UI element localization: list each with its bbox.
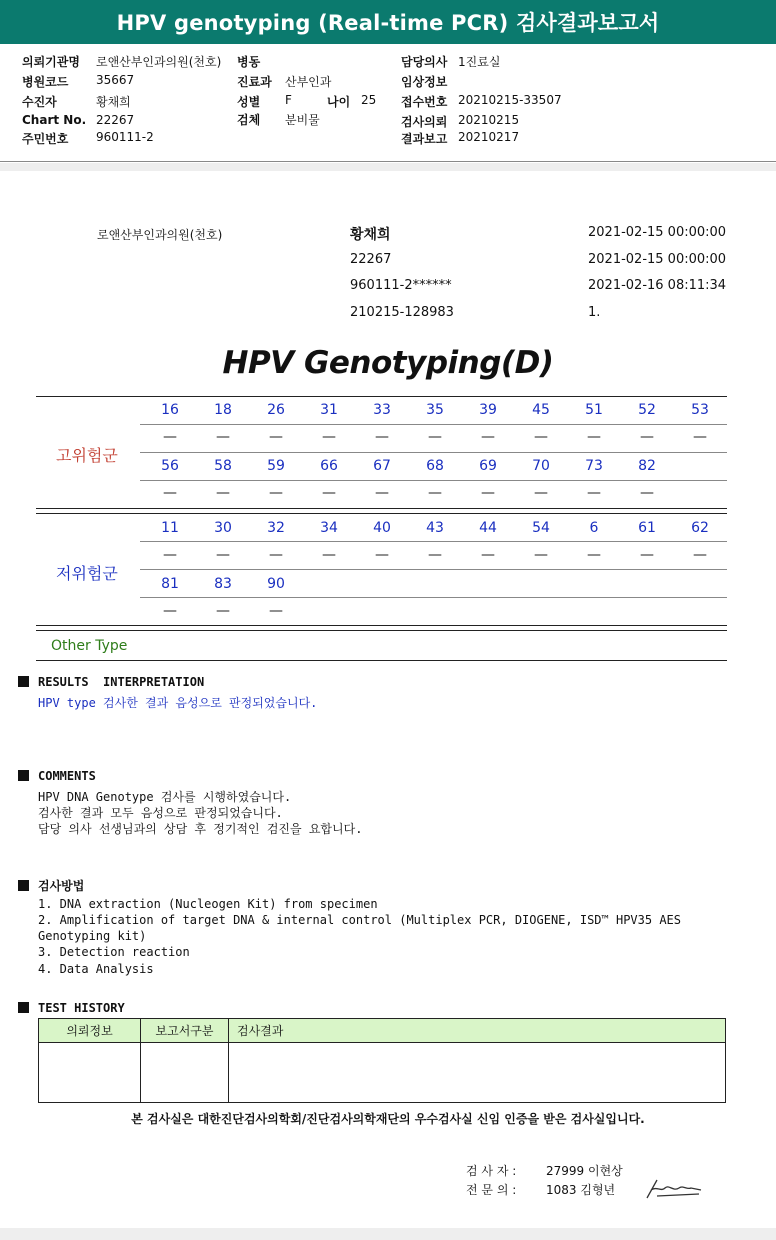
hpv-type-number: 58 (214, 458, 232, 474)
results-heading-text: RESULTS INTERPRETATION (38, 675, 205, 689)
bullet-square-icon (18, 880, 29, 891)
sub-page: 1. (588, 305, 601, 320)
info-value: 산부인과 (285, 75, 332, 89)
comments-heading-text: COMMENTS (38, 769, 96, 783)
hpv-type-result: — (163, 547, 177, 563)
page-bottom-bar (0, 1228, 776, 1240)
hpv-type-result: — (693, 429, 707, 445)
sub-accession: 210215-128983 (350, 305, 454, 320)
table-line (140, 541, 727, 542)
info-clinic (22, 53, 222, 70)
info-specimen (237, 111, 320, 128)
hpv-type-result: — (481, 547, 495, 563)
hpv-type-result: — (640, 547, 654, 563)
info-chart-no (22, 113, 135, 127)
info-request-date (401, 113, 520, 130)
sub-date: 2021-02-15 00:00:00 (588, 252, 727, 267)
handwritten-signature (643, 1176, 705, 1202)
hpv-type-result: — (428, 429, 442, 445)
table-line (36, 625, 727, 626)
signature-label: 전 문 의 : (466, 1183, 517, 1197)
info-report-date (401, 130, 520, 147)
table-line (36, 660, 727, 661)
sub-chart: 22267 (350, 252, 392, 267)
low-risk-label: 저위험군 (56, 564, 118, 583)
hpv-type-number: 34 (320, 520, 338, 536)
history-heading-text: TEST HISTORY (38, 1001, 125, 1015)
history-col-header: 보고서구분 (141, 1019, 229, 1043)
hpv-type-result: — (693, 547, 707, 563)
info-value: 20210215-33507 (458, 93, 562, 107)
hpv-type-number: 30 (214, 520, 232, 536)
report-title: HPV genotyping (Real-time PCR) 검사결과보고서 (0, 0, 776, 44)
info-value: 황채희 (96, 95, 131, 109)
hpv-type-result: — (587, 485, 601, 501)
table-line (36, 396, 727, 397)
hpv-type-result: — (375, 429, 389, 445)
hpv-type-number: 18 (214, 402, 232, 418)
hpv-type-result: — (216, 603, 230, 619)
info-value: 20210217 (458, 130, 520, 144)
hpv-type-number: 44 (479, 520, 497, 536)
hpv-type-result: — (587, 429, 601, 445)
info-label: Chart No. (22, 113, 87, 127)
info-value: F (285, 93, 292, 107)
hpv-type-number: 33 (373, 402, 391, 418)
hpv-type-number: 70 (532, 458, 550, 474)
table-line (140, 597, 727, 598)
table-line (140, 569, 727, 570)
table-line (140, 452, 727, 453)
hpv-title: HPV Genotyping(D) (222, 345, 554, 381)
bullet-square-icon (18, 770, 29, 781)
hpv-type-result: — (216, 429, 230, 445)
hpv-type-number: 67 (373, 458, 391, 474)
signature-value: 1083 김형년 (546, 1183, 616, 1197)
hpv-type-result: — (163, 603, 177, 619)
hpv-type-number: 16 (161, 402, 179, 418)
info-accession (401, 93, 562, 110)
sub-date: 2021-02-15 00:00:00 (588, 225, 727, 240)
info-label: 진료과 (237, 75, 272, 89)
sub-ssn: 960111-2****** (350, 278, 452, 293)
history-col-header: 검사결과 (229, 1019, 726, 1043)
comment-line: HPV DNA Genotype 검사를 시행하였습니다. (38, 790, 292, 804)
comments-heading (18, 769, 96, 783)
info-label: 병원코드 (22, 75, 69, 89)
method-heading (18, 877, 84, 894)
signature-value: 27999 이현상 (546, 1164, 623, 1178)
hpv-type-number: 81 (161, 576, 179, 592)
hpv-type-result: — (428, 547, 442, 563)
results-heading (18, 675, 204, 689)
info-doctor (401, 53, 501, 70)
history-cell (229, 1043, 726, 1103)
comment-line: 검사한 결과 모두 음성으로 판정되었습니다. (38, 806, 283, 820)
hpv-type-number: 26 (267, 402, 285, 418)
hpv-type-number: 39 (479, 402, 497, 418)
test-history-table (38, 1018, 726, 1103)
bullet-square-icon (18, 676, 29, 687)
hpv-type-number: 90 (267, 576, 285, 592)
info-department (237, 73, 332, 90)
section-separator (0, 163, 776, 171)
info-label: 접수번호 (401, 95, 448, 109)
info-label: 주민번호 (22, 132, 69, 146)
hpv-type-result: — (481, 485, 495, 501)
hpv-type-result: — (375, 547, 389, 563)
hpv-type-number: 83 (214, 576, 232, 592)
method-line: 2. Amplification of target DNA & internal control (Multiplex PCR, DIOGENE, ISD™ HPV35 AES (38, 913, 681, 927)
hpv-type-number: 54 (532, 520, 550, 536)
hpv-type-number: 40 (373, 520, 391, 536)
info-label: 검체 (237, 113, 261, 127)
hpv-type-result: — (163, 429, 177, 445)
hpv-type-result: — (269, 429, 283, 445)
hpv-type-number: 69 (479, 458, 497, 474)
hpv-type-result: — (587, 547, 601, 563)
table-line (36, 513, 727, 514)
patient-info-panel (0, 44, 776, 162)
hpv-type-number: 73 (585, 458, 603, 474)
info-label: 담당의사 (401, 55, 448, 69)
hpv-type-number: 6 (589, 520, 599, 536)
info-label: 성별 (237, 95, 261, 109)
hpv-type-result: — (163, 485, 177, 501)
info-clinical (401, 73, 447, 90)
hpv-type-number: 82 (638, 458, 656, 474)
hpv-type-number: 68 (426, 458, 444, 474)
hpv-type-number: 66 (320, 458, 338, 474)
table-line (36, 508, 727, 509)
hpv-type-result: — (322, 485, 336, 501)
info-sex (237, 93, 292, 110)
hpv-type-number: 45 (532, 402, 550, 418)
hpv-type-number: 62 (691, 520, 709, 536)
info-label: 병동 (237, 55, 261, 69)
info-value: 20210215 (458, 113, 520, 127)
certification-note: 본 검사실은 대한진단검사의학회/진단검사의학재단의 우수검사실 신임 인증을 받은 검사실입니다. (131, 1112, 645, 1126)
info-value: 22267 (96, 113, 135, 127)
info-value: 분비물 (285, 113, 320, 127)
method-line: 1. DNA extraction (Nucleogen Kit) from specimen (38, 897, 378, 911)
history-heading (18, 1001, 125, 1015)
sub-date: 2021-02-16 08:11:34 (588, 278, 727, 293)
hpv-type-result: — (640, 485, 654, 501)
hpv-type-result: — (428, 485, 442, 501)
hpv-type-result: — (322, 429, 336, 445)
hpv-type-result: — (269, 547, 283, 563)
hpv-type-number: 59 (267, 458, 285, 474)
method-line: 4. Data Analysis (38, 962, 154, 976)
hpv-type-result: — (216, 547, 230, 563)
signature-label: 검 사 자 : (466, 1164, 517, 1178)
hpv-type-number: 43 (426, 520, 444, 536)
hpv-type-number: 32 (267, 520, 285, 536)
hpv-type-result: — (216, 485, 230, 501)
info-patient-name (22, 93, 131, 110)
hpv-type-number: 11 (161, 520, 179, 536)
hpv-type-result: — (269, 603, 283, 619)
info-value: 1진료실 (458, 55, 501, 69)
hpv-type-result: — (375, 485, 389, 501)
method-heading-text: 검사방법 (38, 879, 85, 893)
info-hospital-code (22, 73, 135, 90)
hpv-type-number: 52 (638, 402, 656, 418)
method-line: Genotyping kit) (38, 929, 147, 943)
info-ssn (22, 130, 154, 147)
info-label: 수진자 (22, 95, 57, 109)
hpv-type-number: 61 (638, 520, 656, 536)
history-col-header: 의뢰정보 (39, 1019, 141, 1043)
hpv-type-result: — (534, 547, 548, 563)
info-label: 나이 (327, 95, 351, 109)
info-age (327, 93, 377, 110)
comment-line: 담당 의사 선생님과의 상담 후 정기적인 검진을 요합니다. (38, 822, 363, 836)
method-line: 3. Detection reaction (38, 945, 190, 959)
info-label: 의뢰기관명 (22, 55, 80, 69)
hpv-type-result: — (534, 429, 548, 445)
table-line (36, 630, 727, 631)
info-ward (237, 53, 260, 70)
hpv-type-result: — (534, 485, 548, 501)
info-value: 960111-2 (96, 130, 154, 144)
other-type-label: Other Type (51, 638, 128, 654)
hpv-type-number: 35 (426, 402, 444, 418)
sub-patient-name: 황채희 (350, 227, 391, 243)
hpv-type-number: 53 (691, 402, 709, 418)
hpv-type-result: — (481, 429, 495, 445)
high-risk-label: 고위험군 (56, 446, 118, 465)
sub-clinic: 로앤산부인과의원(천호) (97, 228, 223, 242)
results-text: HPV type 검사한 결과 음성으로 판정되었습니다. (38, 696, 318, 710)
history-cell (141, 1043, 229, 1103)
info-label: 임상정보 (401, 75, 448, 89)
info-value: 25 (361, 93, 377, 107)
table-line (140, 424, 727, 425)
history-cell (39, 1043, 141, 1103)
info-value: 35667 (96, 73, 135, 87)
hpv-type-result: — (322, 547, 336, 563)
hpv-type-number: 31 (320, 402, 338, 418)
table-line (140, 480, 727, 481)
info-value: 로앤산부인과의원(천호) (96, 55, 222, 69)
info-label: 결과보고 (401, 132, 448, 146)
hpv-type-result: — (269, 485, 283, 501)
hpv-type-number: 51 (585, 402, 603, 418)
hpv-type-number: 56 (161, 458, 179, 474)
hpv-type-result: — (640, 429, 654, 445)
bullet-square-icon (18, 1002, 29, 1013)
info-label: 검사의뢰 (401, 115, 448, 129)
